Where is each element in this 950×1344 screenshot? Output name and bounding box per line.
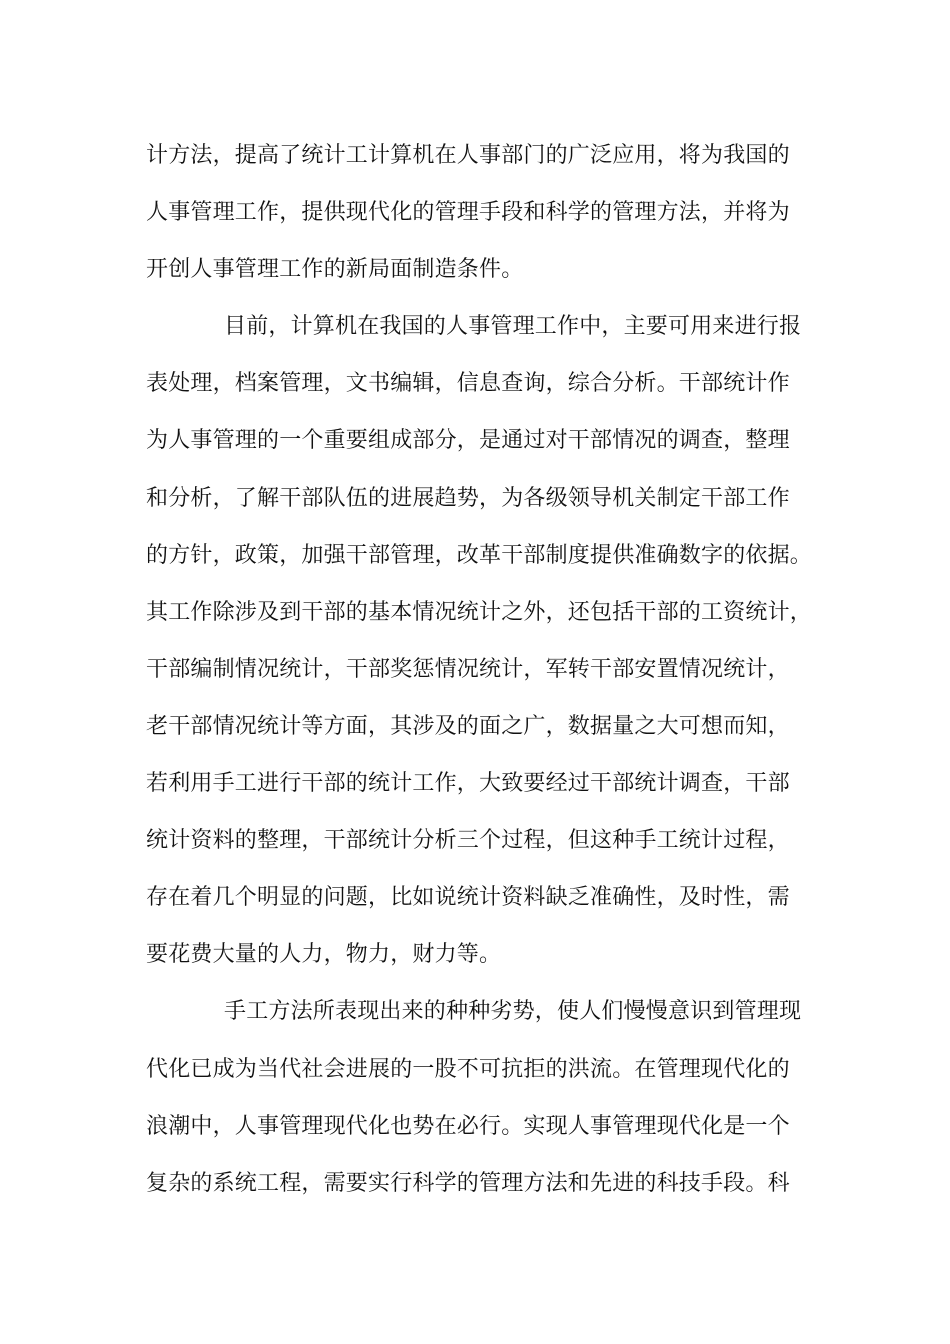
text-line: 人事管理工作，提供现代化的管理手段和科学的管理方法，并将为 <box>146 200 790 226</box>
text-line: 存在着几个明显的问题，比如说统计资料缺乏准确性，及时性，需 <box>146 885 790 911</box>
text-line: 代化已成为当代社会进展的一股不可抗拒的洪流。在管理现代化的 <box>146 1056 790 1082</box>
text-line: 浪潮中，人事管理现代化也势在必行。实现人事管理现代化是一个 <box>146 1113 790 1139</box>
text-line: 要花费大量的人力，物力，财力等。 <box>146 942 502 968</box>
text-line: 统计资料的整理，干部统计分析三个过程，但这种手工统计过程， <box>146 828 790 854</box>
paragraph-3 <box>146 983 826 1211</box>
text-line: 其工作除涉及到干部的基本情况统计之外，还包括干部的工资统计， <box>146 599 813 625</box>
text-line: 手工方法所表现出来的种种劣势，使人们慢慢意识到管理现 <box>224 999 802 1025</box>
paragraph-1 <box>146 127 826 298</box>
text-line: 目前，计算机在我国的人事管理工作中，主要可用来进行报 <box>224 314 802 340</box>
paragraph-2 <box>146 298 826 983</box>
text-line: 复杂的系统工程，需要实行科学的管理方法和先进的科技手段。科 <box>146 1170 790 1196</box>
text-line: 的方针，政策，加强干部管理，改革干部制度提供准确数字的依据。 <box>146 542 813 568</box>
text-line: 为人事管理的一个重要组成部分，是通过对干部情况的调查，整理 <box>146 428 790 454</box>
text-line: 开创人事管理工作的新局面制造条件。 <box>146 257 524 283</box>
text-line: 和分析，了解干部队伍的进展趋势，为各级领导机关制定干部工作 <box>146 485 790 511</box>
text-line: 若利用手工进行干部的统计工作，大致要经过干部统计调查，干部 <box>146 771 790 797</box>
text-line: 表处理，档案管理，文书编辑，信息查询，综合分析。干部统计作 <box>146 371 790 397</box>
text-line: 计方法，提高了统计工计算机在人事部门的广泛应用，将为我国的 <box>146 143 790 168</box>
body-text <box>146 127 826 1212</box>
text-line: 老干部情况统计等方面，其涉及的面之广，数据量之大可想而知， <box>146 713 790 739</box>
text-line: 干部编制情况统计，干部奖惩情况统计，军转干部安置情况统计， <box>146 656 790 682</box>
